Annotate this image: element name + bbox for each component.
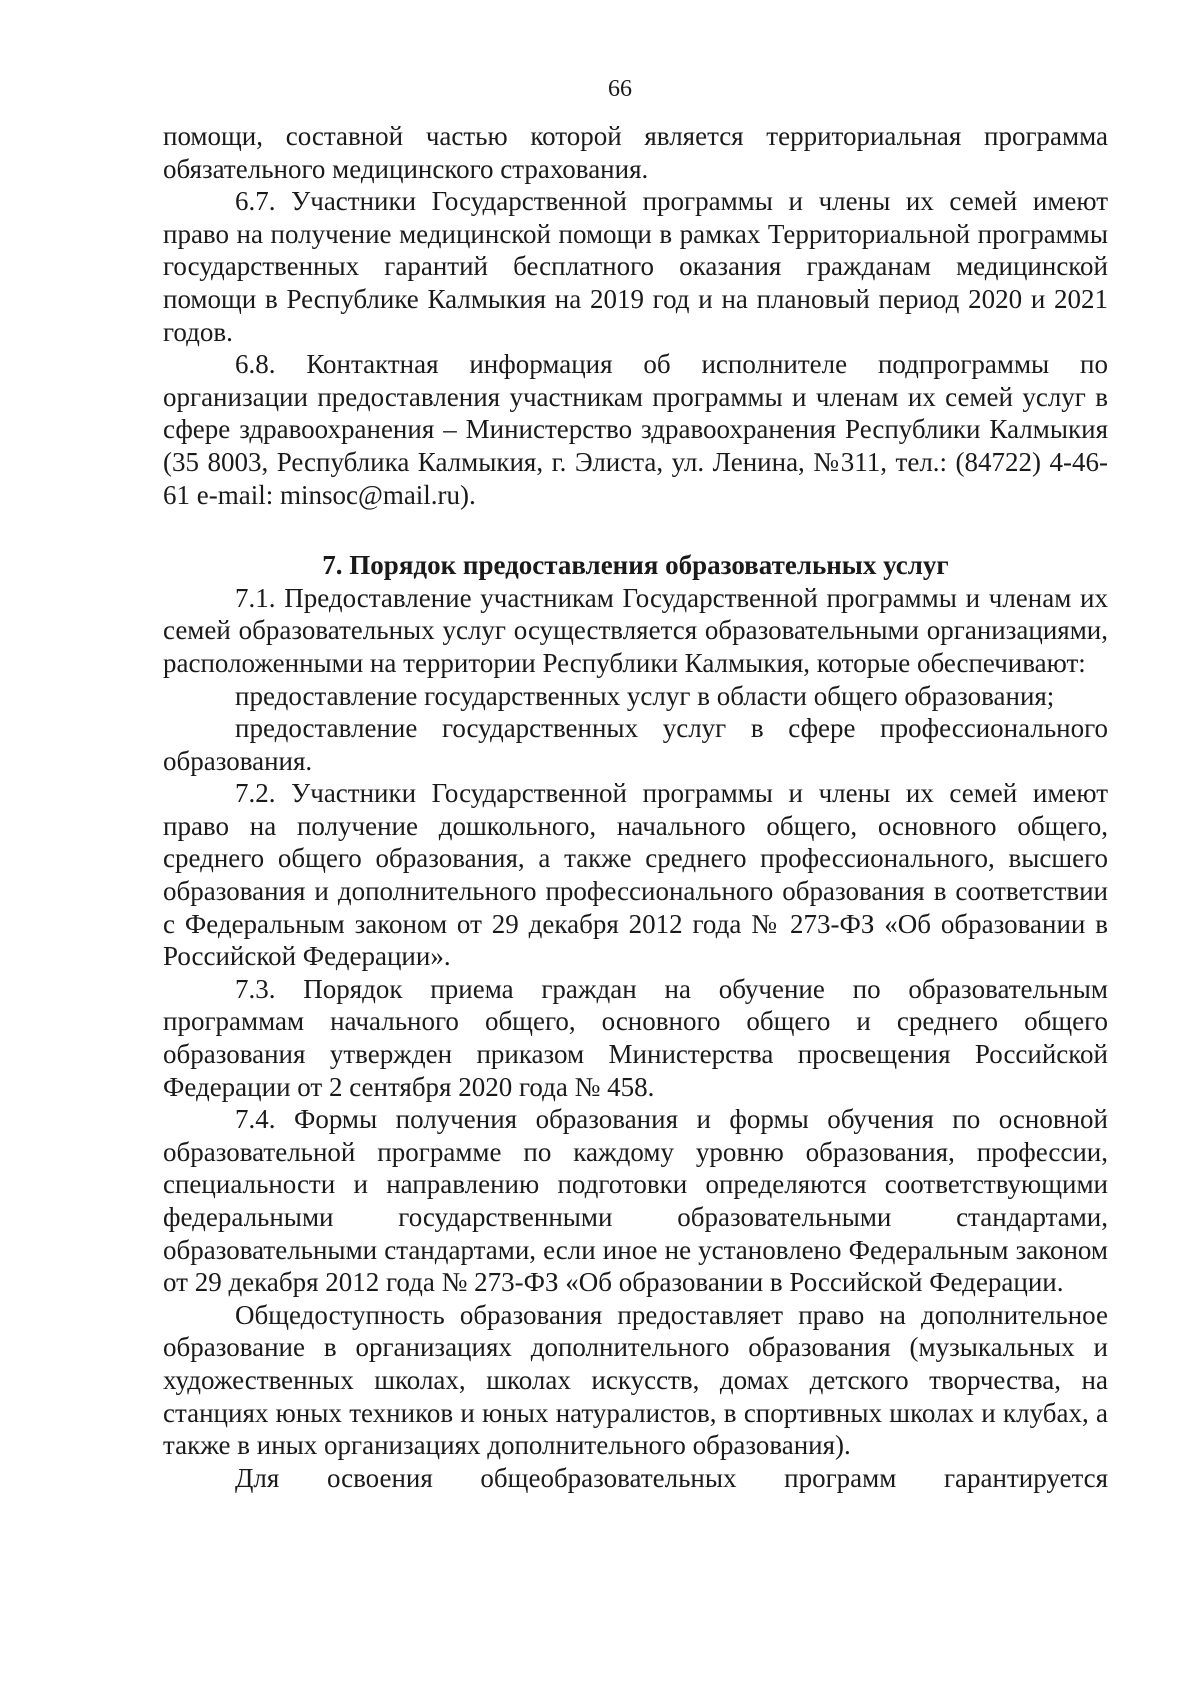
section-heading: 7. Порядок предоставления образовательных услуг [322,550,949,581]
paragraph-6-8: 6.8. Контактная информация об исполнителе подпрограммы по организации предоставления участникам программы и членам их семей услуг в сфере здравоохранения – Министерство здравоохранения Республики Калмыкия (35 8003, Республика Калмыкия, г. Элиста, ул. Ленина, №311, тел.: (84722) 4-46-61 e-mail: minsoc@mail.ru). [163,349,1108,510]
paragraph-last: Для освоения общеобразовательных программ гарантируется [235,1462,1108,1493]
list-item-professional-education: предоставление государственных услуг в сфере профессионального образования. [163,713,1108,776]
paragraph-7-3: 7.3. Порядок приема граждан на обучение по образовательным программам начального общего, основного общего и среднего общего образования утвержден приказом Министерства просвещения Российской Федерации от 2 сентября 2020 года № 458. [163,973,1108,1102]
document-body [163,120,1108,1494]
paragraph-7-2: 7.2. Участники Государственной программы и члены их семей имеют право на получение дошкольного, начального общего, основного общего, среднего общего образования, а также среднего профессионального, высшего образования и дополнительного профессионального образования в соответствии с Федеральным законом от 29 декабря 2012 года № 273-ФЗ «Об образовании в Российской Федерации». [163,778,1108,972]
list-item-general-education: предоставление государственных услуг в области общего образования; [235,680,1055,711]
page-number: 66 [608,76,632,102]
paragraph-7-4: 7.4. Формы получения образования и формы обучения по основной образовательной программе по каждому уровню образования, профессии, специальности и направлению подготовки определяются соответствующими федеральными государственными образовательными стандартами, образовательными стандартами, если иное не установлено Федеральным законом от 29 декабря 2012 года № 273-ФЗ «Об образовании в Российской Федерации. [163,1104,1108,1298]
paragraph-7-1: 7.1. Предоставление участникам Государственной программы и членам их семей образовательных услуг осуществляется образовательными организациями, расположенными на территории Республики Калмыкия, которые обеспечивают: [163,582,1108,678]
paragraph-6-7: 6.7. Участники Государственной программы и члены их семей имеют право на получение медицинской помощи в рамках Территориальной программы государственных гарантий бесплатного оказания гражданам медицинской помощи в Республике Калмыкия на 2019 год и на плановый период 2020 и 2021 годов. [163,186,1108,347]
paragraph-continuation: помощи, составной частью которой является территориальная программа обязательного медицинского страхования. [163,121,1108,184]
paragraph-accessibility: Общедоступность образования предоставляет право на дополнительное образование в организациях дополнительного образования (музыкальных и художественных школах, школах искусств, домах детского творчества, на станциях юных техников и юных натуралистов, в спортивных школах и клубах, а также в иных организациях дополнительного образования). [163,1299,1108,1461]
